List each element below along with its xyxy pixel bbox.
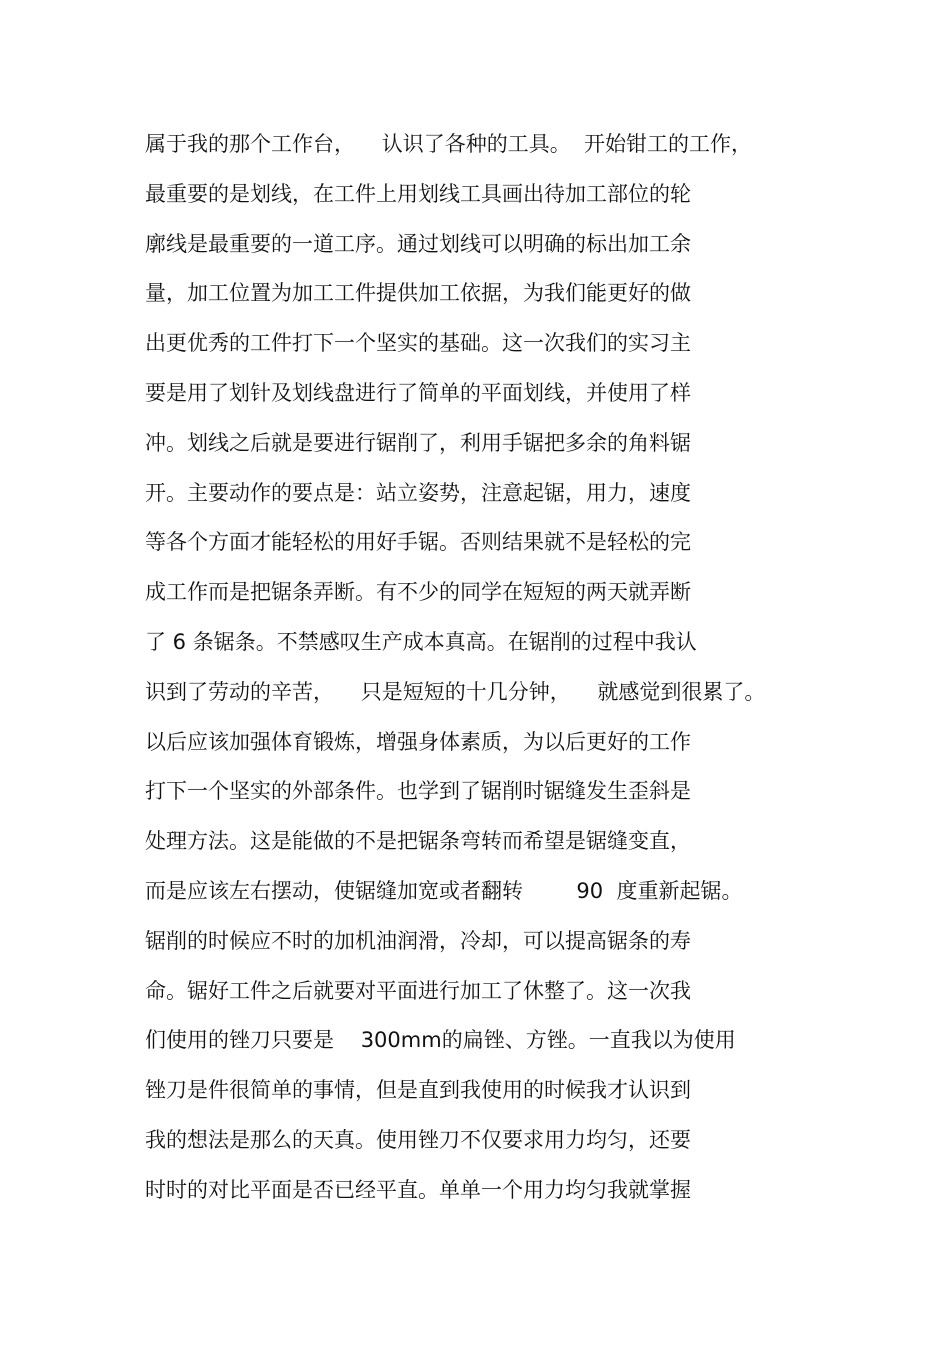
text-line: 了 6 条锯条。不禁感叹生产成本真高。在锯削的过程中我认: [145, 629, 697, 654]
text-line: 们使用的锉刀只要是 300mm的扁锉、方锉。一直我以为使用: [145, 1028, 736, 1053]
body-text: [145, 120, 845, 1216]
text-line: 开。主要动作的要点是：站立姿势，注意起锯，用力，速度: [145, 480, 691, 505]
text-line: 出更优秀的工件打下一个坚实的基础。这一次我们的实习主: [145, 331, 691, 356]
text-line: 廓线是最重要的一道工序。通过划线可以明确的标出加工余: [145, 231, 691, 256]
text-line: 量，加工位置为加工工件提供加工依据，为我们能更好的做: [145, 281, 691, 306]
text-line: 锯削的时候应不时的加机油润滑，冷却，可以提高锯条的寿: [145, 928, 691, 953]
text-line: 而是应该左右摆动，使锯缝加宽或者翻转 90 度重新起锯。: [145, 878, 743, 903]
text-line: 我的想法是那么的天真。使用锉刀不仅要求用力均匀，还要: [145, 1127, 691, 1152]
text-line: 时时的对比平面是否已经平直。单单一个用力均匀我就掌握: [145, 1177, 691, 1202]
text-line: 锉刀是件很简单的事情，但是直到我使用的时候我才认识到: [145, 1078, 691, 1103]
text-line: 识到了劳动的辛苦， 只是短短的十几分钟， 就感觉到很累了。: [145, 679, 766, 704]
text-line: 冲。划线之后就是要进行锯削了，利用手锯把多余的角料锯: [145, 430, 691, 455]
text-line: 命。锯好工件之后就要对平面进行加工了休整了。这一次我: [145, 978, 691, 1003]
text-line: 最重要的是划线，在工件上用划线工具画出待加工部位的轮: [145, 181, 691, 206]
text-line: 要是用了划针及划线盘进行了简单的平面划线，并使用了样: [145, 380, 691, 405]
text-line: 属于我的那个工作台， 认识了各种的工具。 开始钳工的工作，: [145, 132, 753, 156]
text-line: 等各个方面才能轻松的用好手锯。否则结果就不是轻松的完: [145, 530, 691, 555]
text-line: 以后应该加强体育锻炼，增强身体素质，为以后更好的工作: [145, 729, 691, 754]
text-line: 成工作而是把锯条弄断。有不少的同学在短短的两天就弄断: [145, 580, 691, 605]
text-line: 处理方法。这是能做的不是把锯条弯转而希望是锯缝变直，: [145, 829, 691, 854]
text-line: 打下一个坚实的外部条件。也学到了锯削时锯缝发生歪斜是: [145, 779, 691, 804]
